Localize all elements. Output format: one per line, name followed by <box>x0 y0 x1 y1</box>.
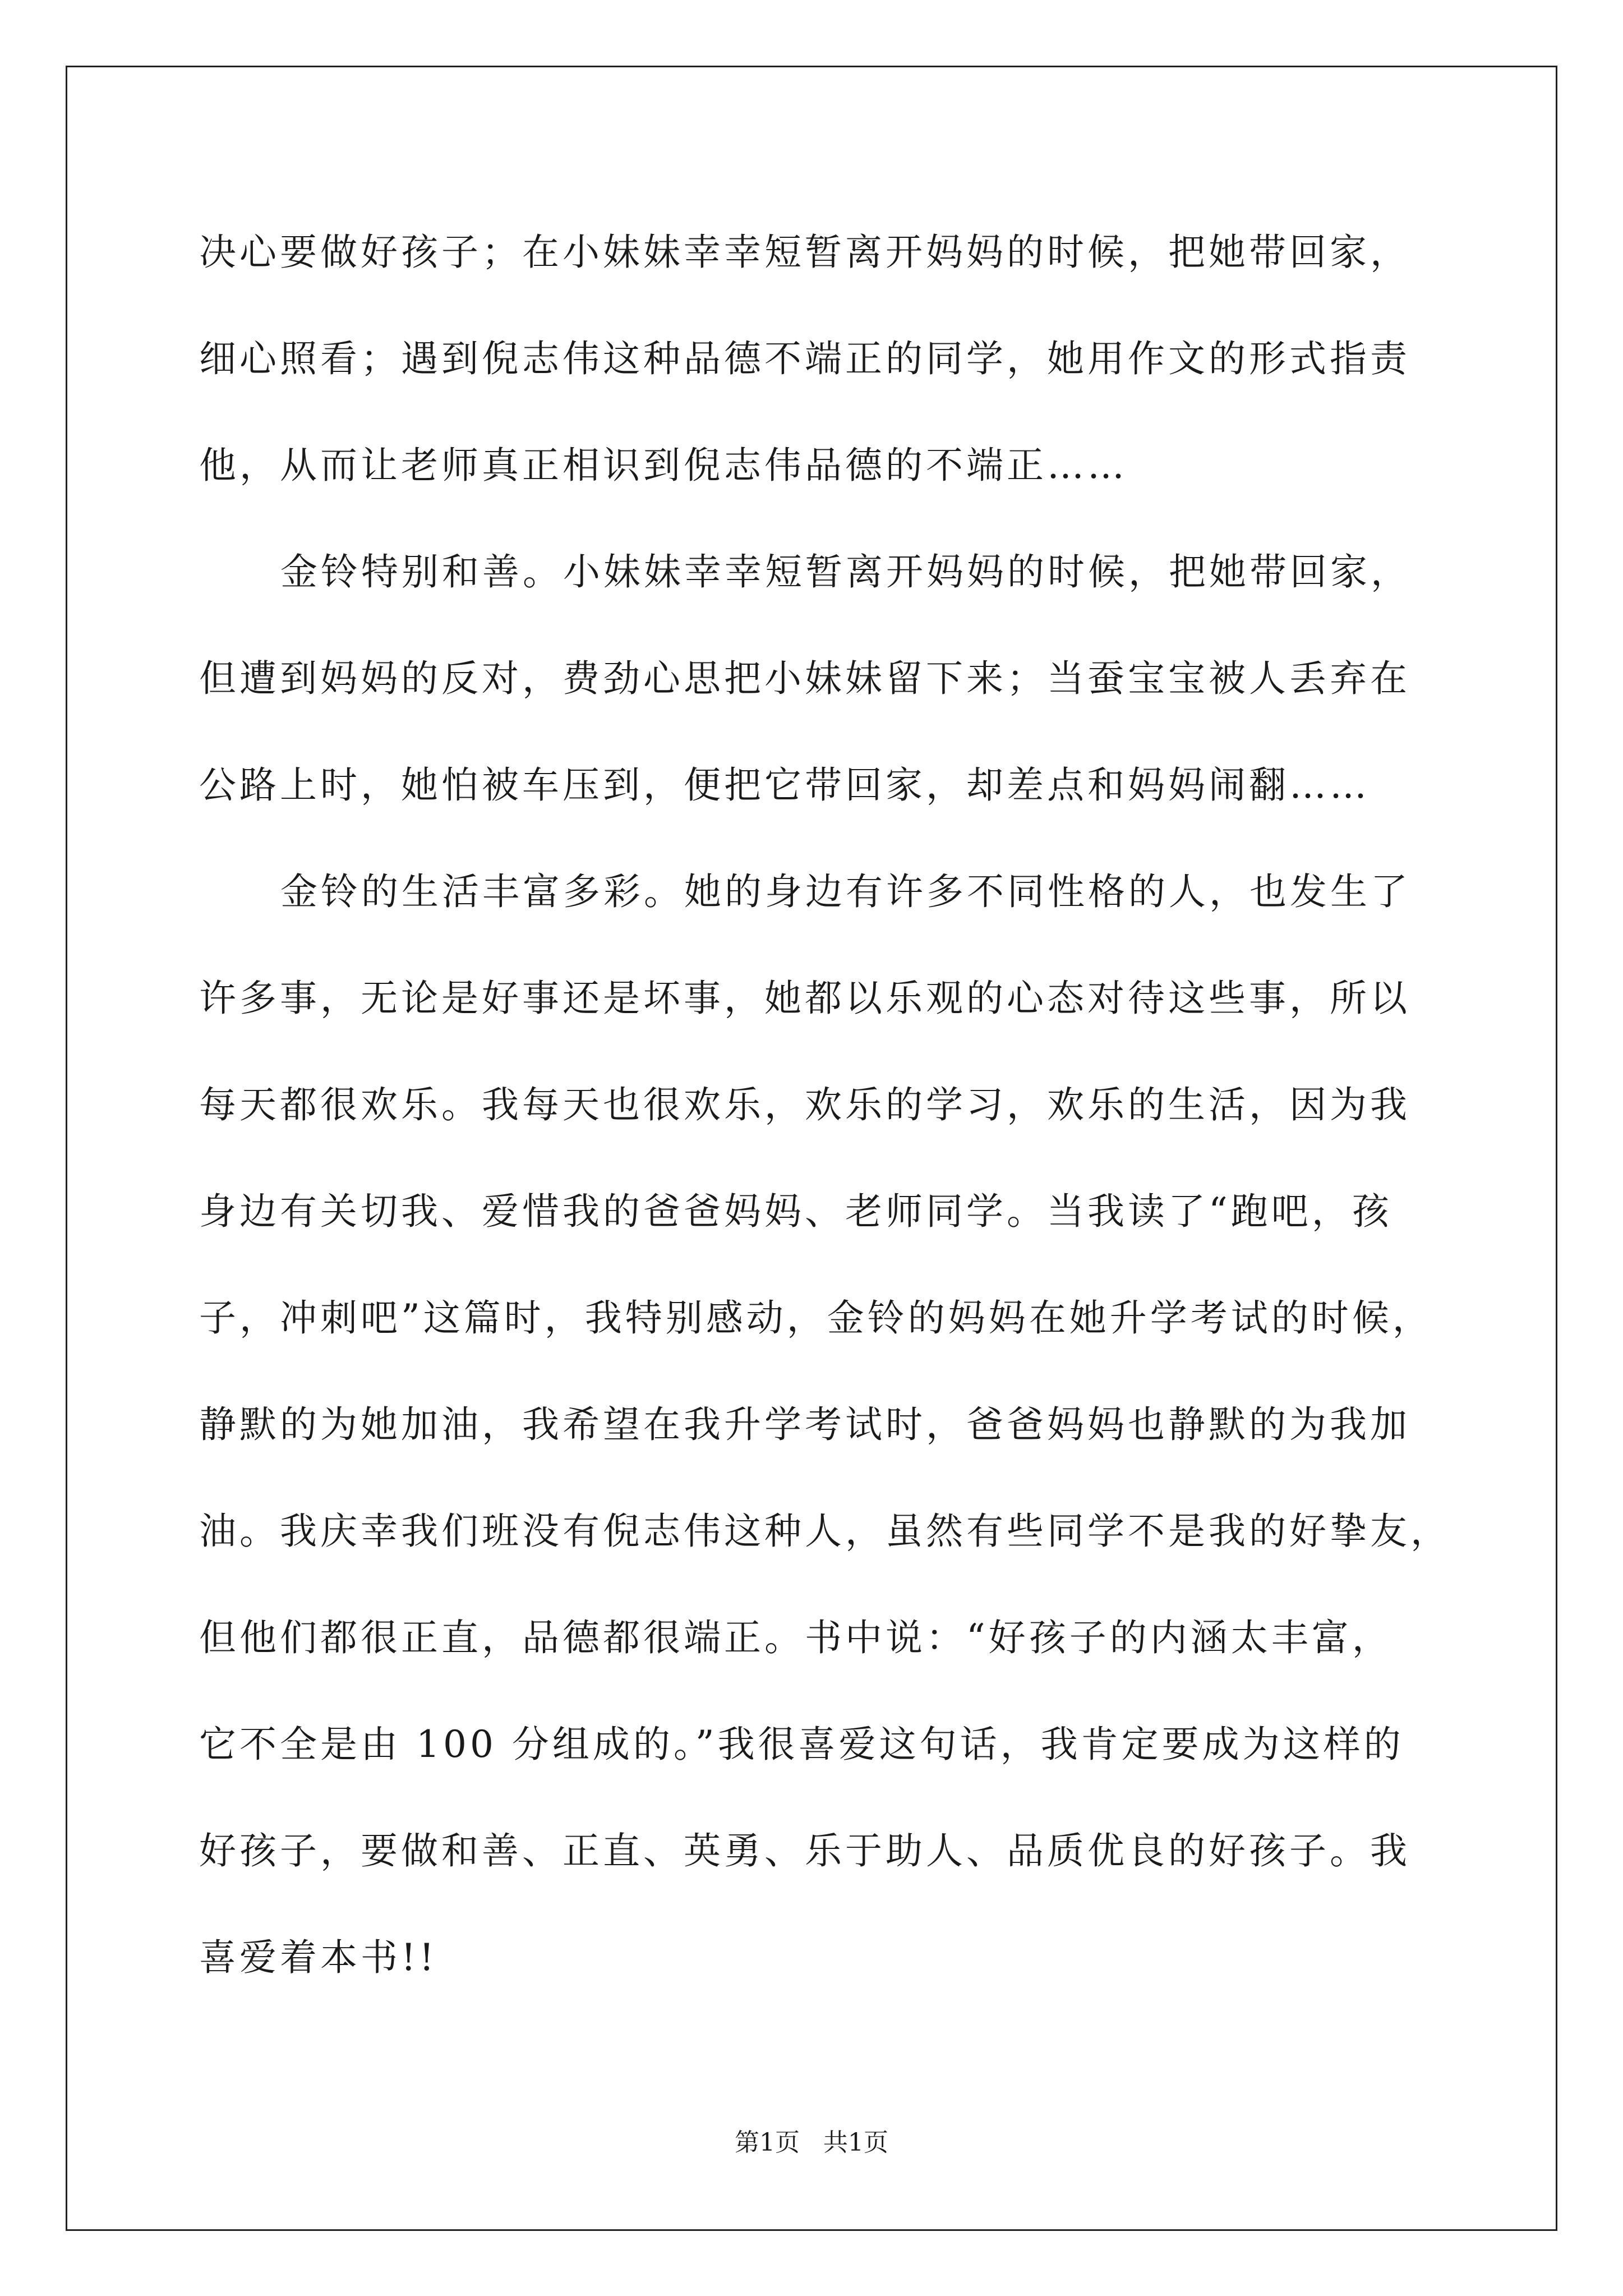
body-line-13: 油。我庆幸我们班没有倪志伟这种人，虽然有些同学不是我的好挚友， <box>199 1510 1451 1553</box>
body-line-6: 公路上时，她怕被车压到，便把它带回家，却差点和妈妈闹翻…… <box>199 763 1370 807</box>
body-line-16: 好孩子，要做和善、正直、英勇、乐于助人、品质优良的好孩子。我 <box>199 1829 1410 1872</box>
page-border <box>66 66 1557 2231</box>
body-line-15: 它不全是由 100 分组成的。”我很喜爱这句话，我肯定要成为这样的 <box>199 1723 1404 1766</box>
page-number-footer: 第1页 共1页 <box>735 2128 888 2157</box>
body-line-7: 金铃的生活丰富多彩。她的身边有许多不同性格的人，也发生了 <box>280 870 1411 913</box>
body-line-1: 决心要做好孩子；在小妹妹幸幸短暂离开妈妈的时候，把她带回家， <box>199 231 1410 274</box>
body-line-11: 子，冲刺吧”这篇时，我特别感动，金铃的妈妈在她升学考试的时候， <box>199 1296 1433 1340</box>
body-line-2: 细心照看；遇到倪志伟这种品德不端正的同学，她用作文的形式指责 <box>199 337 1410 380</box>
body-line-8: 许多事，无论是好事还是坏事，她都以乐观的心态对待这些事，所以 <box>199 977 1410 1020</box>
body-line-12: 静默的为她加油，我希望在我升学考试时，爸爸妈妈也静默的为我加 <box>199 1403 1410 1446</box>
body-line-17: 喜爱着本书!! <box>199 1936 438 1979</box>
body-line-5: 但遭到妈妈的反对，费劲心思把小妹妹留下来；当蚕宝宝被人丢弃在 <box>199 657 1410 700</box>
body-line-14: 但他们都很正直，品德都很端正。书中说：“好孩子的内涵太丰富， <box>199 1616 1393 1659</box>
body-line-4: 金铃特别和善。小妹妹幸幸短暂离开妈妈的时候，把她带回家， <box>280 550 1411 593</box>
body-line-9: 每天都很欢乐。我每天也很欢乐，欢乐的学习，欢乐的生活，因为我 <box>199 1083 1410 1126</box>
body-line-10: 身边有关切我、爱惜我的爸爸妈妈、老师同学。当我读了“跑吧，孩 <box>199 1190 1393 1233</box>
body-line-3: 他，从而让老师真正相识到倪志伟品德的不端正…… <box>199 444 1128 487</box>
